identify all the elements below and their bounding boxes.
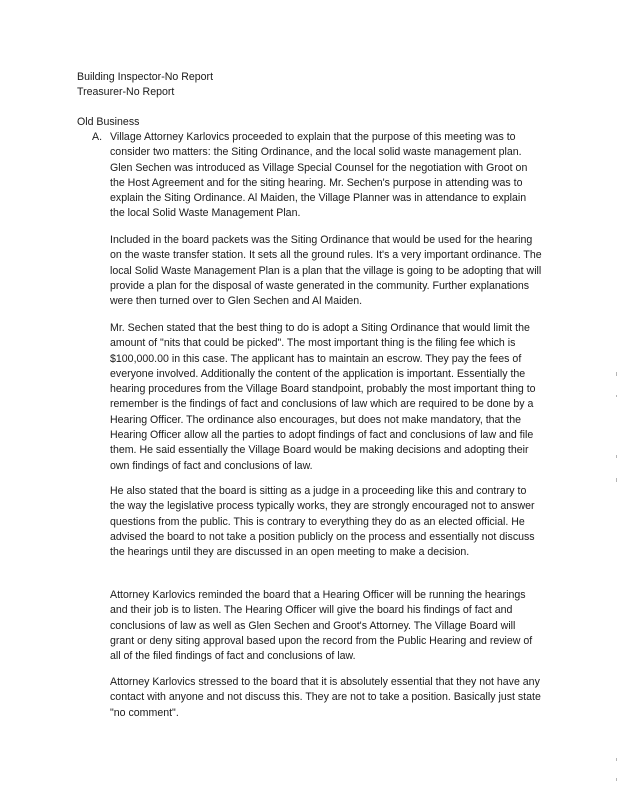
scan-mark-right-edge [616,758,617,761]
paragraph-no-comment: Attorney Karlovics stressed to the board that it is absolutely essential that they not have any contact with anyone and not discuss this. They are not to take a position. Basically just state "no comment". [110,676,541,719]
paragraph-sechen-siting-ordinance: Mr. Sechen stated that the best thing to do is adopt a Siting Ordinance that would limit the amount of "nits that could be picked". The most important thing is the filing fee which is $100,000.00 in this case. The applicant has to maintain an escrow. They pay the fees of everyone involved. Additionally the content of the application is important. Essentially the hearing procedures from the Village Board standpoint, probably the most important thing to remember is the findings of fact and conclusions of law which are required to be done by a Hearing Officer. The ordinance also encourages, but does not make mandatory, that the Hearing Officer allow all the parties to adopt findings of fact and conclusions of law and file them. He said essentially the Village Board would be making decisions and adopting their own findings of fact and conclusions of law. [110,322,536,472]
old-business-heading: Old Business [77,116,140,128]
list-marker: A. [92,131,103,143]
building-inspector-report-line: Building Inspector-No Report [77,71,214,83]
paragraph-hearing-officer: Attorney Karlovics reminded the board that a Hearing Officer will be running the hearings and their job is to listen. The Hearing Officer will give the board his findings of fact and conclusions of law as well as Glen Sechen and Groot's Attorney. The Village Board will grant or deny siting approval based upon the record from the Public Hearing and review of all of the filed findings of fact and conclusions of law. [110,589,533,663]
scan-mark-right-edge [616,778,617,781]
scan-mark-right-edge [616,395,617,397]
treasurer-report-line: Treasurer-No Report [77,86,175,98]
scan-mark-right-edge [616,372,617,376]
paragraph-board-as-judge: He also stated that the board is sitting as a judge in a proceeding like this and contrary to the way the legislative process typically works, they are strongly encouraged not to answer questions from the public. This is contrary to everything they do as an elected official. He advised the board to not take a position publicly on the process and essentially not discuss the hearings until they are discussed in an open meeting to make a decision. [110,485,535,559]
paragraph-purpose-of-meeting: Village Attorney Karlovics proceeded to explain that the purpose of this meeting was to consider two matters: the Siting Ordinance, and the local solid waste management plan. Glen Sechen was introduced as Village Special Counsel for the negotiation with Groot on the Host Agreement and for the siting hearing. Mr. Sechen's purpose in attending was to explain the Siting Ordinance. Al Maiden, the Village Planner was in attendance to explain the local Solid Waste Management Plan. [110,131,528,220]
scan-mark-right-edge [616,478,617,482]
scan-mark-right-edge [616,455,617,458]
paragraph-board-packets: Included in the board packets was the Siting Ordinance that would be used for the hearing on the waste transfer station. It sets all the ground rules. It's a very important ordinance. The local Solid Waste Management Plan is a plan that the village is going to be adopting that will provide a plan for the disposal of waste generated in the community. Further explanations were then turned over to Glen Sechen and Al Maiden. [110,234,542,308]
